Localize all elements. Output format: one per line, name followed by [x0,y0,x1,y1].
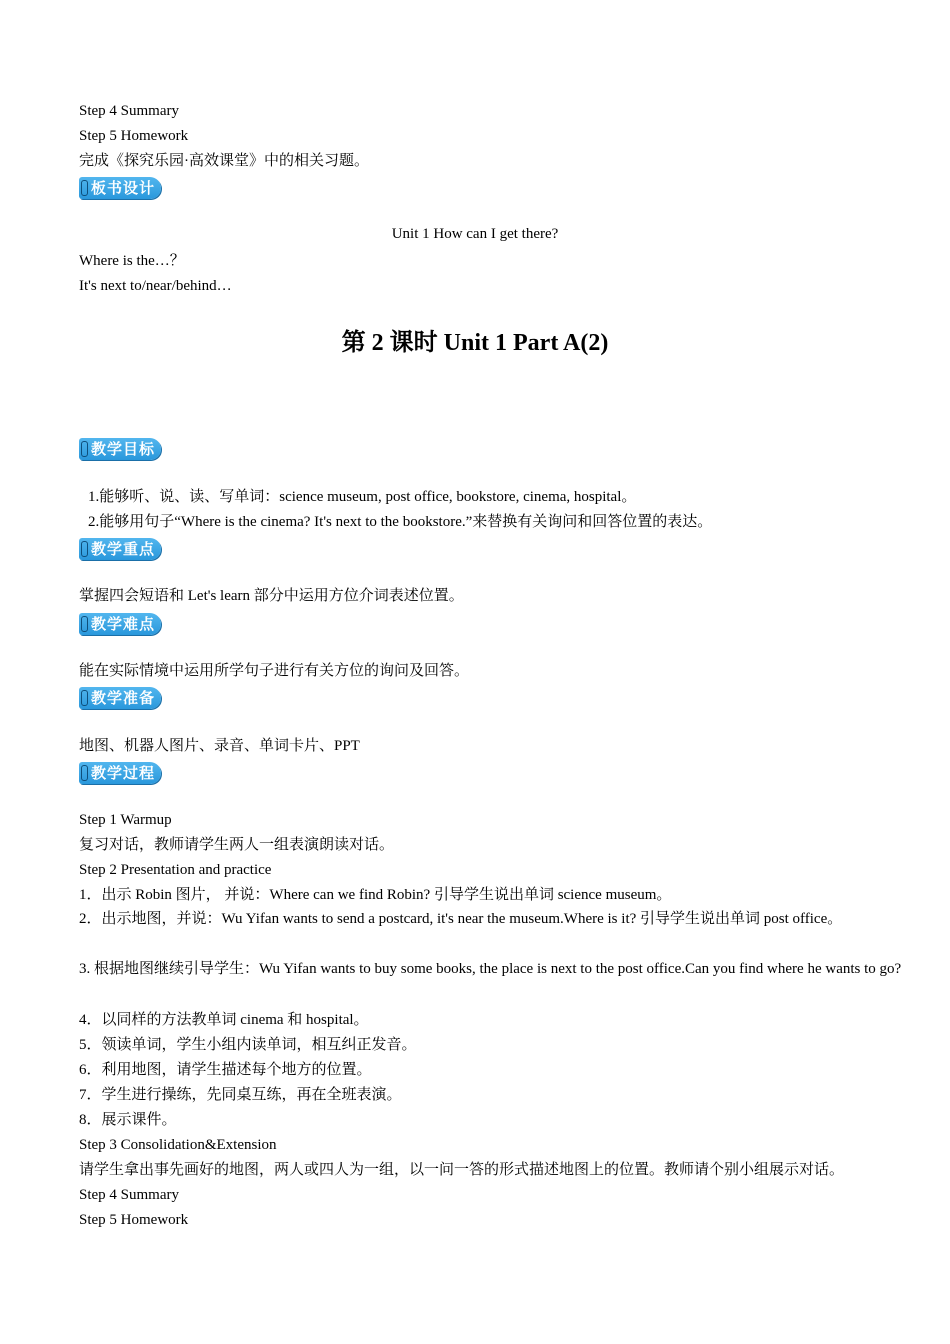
tag-label: 教学难点 [91,615,156,633]
tag-preparation [79,687,161,709]
step4-heading: Step 4 Summary [79,1187,179,1203]
step1-heading: Step 1 Warmup [79,812,172,828]
step2-item-5: 5．领读单词，学生小组内读单词，相互纠正发音。 [79,1037,417,1053]
tag-difficulties [79,613,161,635]
step2-item-2: 2．出示地图，并说：Wu Yifan wants to send a postcard, it's near the museum.Where is it? 引导学生说出单词 post office。 [79,911,843,927]
difficulties-text: 能在实际情境中运用所学句子进行有关方位的询问及回答。 [79,663,470,679]
paperclip-icon [81,180,88,196]
lesson-title: 第 2 课时 Unit 1 Part A(2) [341,330,609,356]
paperclip-icon [81,616,88,632]
board-title: Unit 1 How can I get there? [391,226,559,242]
step2-item-1: 1．出示 Robin 图片， 并说：Where can we find Robin? 引导学生说出单词 science museum。 [79,887,672,903]
board-line-2: It's next to/near/behind… [79,278,232,294]
board-line-1: Where is the…？ [79,253,185,269]
tag-label: 教学过程 [91,764,156,782]
paperclip-icon [81,441,88,457]
tag-process [79,762,161,784]
step3-text: 请学生拿出事先画好的地图，两人或四人为一组，以一问一答的形式描述地图上的位置。教师请个别小组展示对话。 [79,1162,845,1178]
key-points-text: 掌握四会短语和 Let's learn 部分中运用方位介词表述位置。 [79,588,464,604]
tag-board-design [79,177,161,199]
tag-label: 板书设计 [91,179,156,197]
goal-1: 1.能够听、说、读、写单词：science museum, post office, bookstore, cinema, hospital。 [88,489,637,505]
paperclip-icon [81,541,88,557]
step2-item-4: 4．以同样的方法教单词 cinema 和 hospital。 [79,1012,369,1028]
paperclip-icon [81,765,88,781]
step2-item-7: 7．学生进行操练，先同桌互练，再在全班表演。 [79,1087,402,1103]
tag-teaching-goals [79,438,161,460]
step1-text: 复习对话，教师请学生两人一组表演朗读对话。 [79,837,395,853]
tag-label: 教学目标 [91,440,156,458]
step2-item-8: 8．展示课件。 [79,1112,177,1128]
tag-key-points [79,538,161,560]
step5-homework-top: Step 5 Homework [79,128,189,144]
preparation-text: 地图、机器人图片、录音、单词卡片、PPT [79,738,360,754]
step5-heading: Step 5 Homework [79,1212,189,1228]
step2-heading: Step 2 Presentation and practice [79,862,272,878]
paperclip-icon [81,690,88,706]
step4-summary-top: Step 4 Summary [79,103,179,119]
step2-item-6: 6．利用地图，请学生描述每个地方的位置。 [79,1062,372,1078]
tag-label: 教学准备 [91,689,156,707]
tag-label: 教学重点 [91,540,156,558]
step2-item-3: 3. 根据地图继续引导学生：Wu Yifan wants to buy some books, the place is next to the post office.Can you find where he wants to go? [79,961,902,977]
step3-heading: Step 3 Consolidation&Extension [79,1137,277,1153]
goal-2: 2.能够用句子“Where is the cinema? It's next to the bookstore.”来替换有关询问和回答位置的表达。 [88,514,713,530]
homework-text: 完成《探究乐园·高效课堂》中的相关习题。 [79,153,369,169]
